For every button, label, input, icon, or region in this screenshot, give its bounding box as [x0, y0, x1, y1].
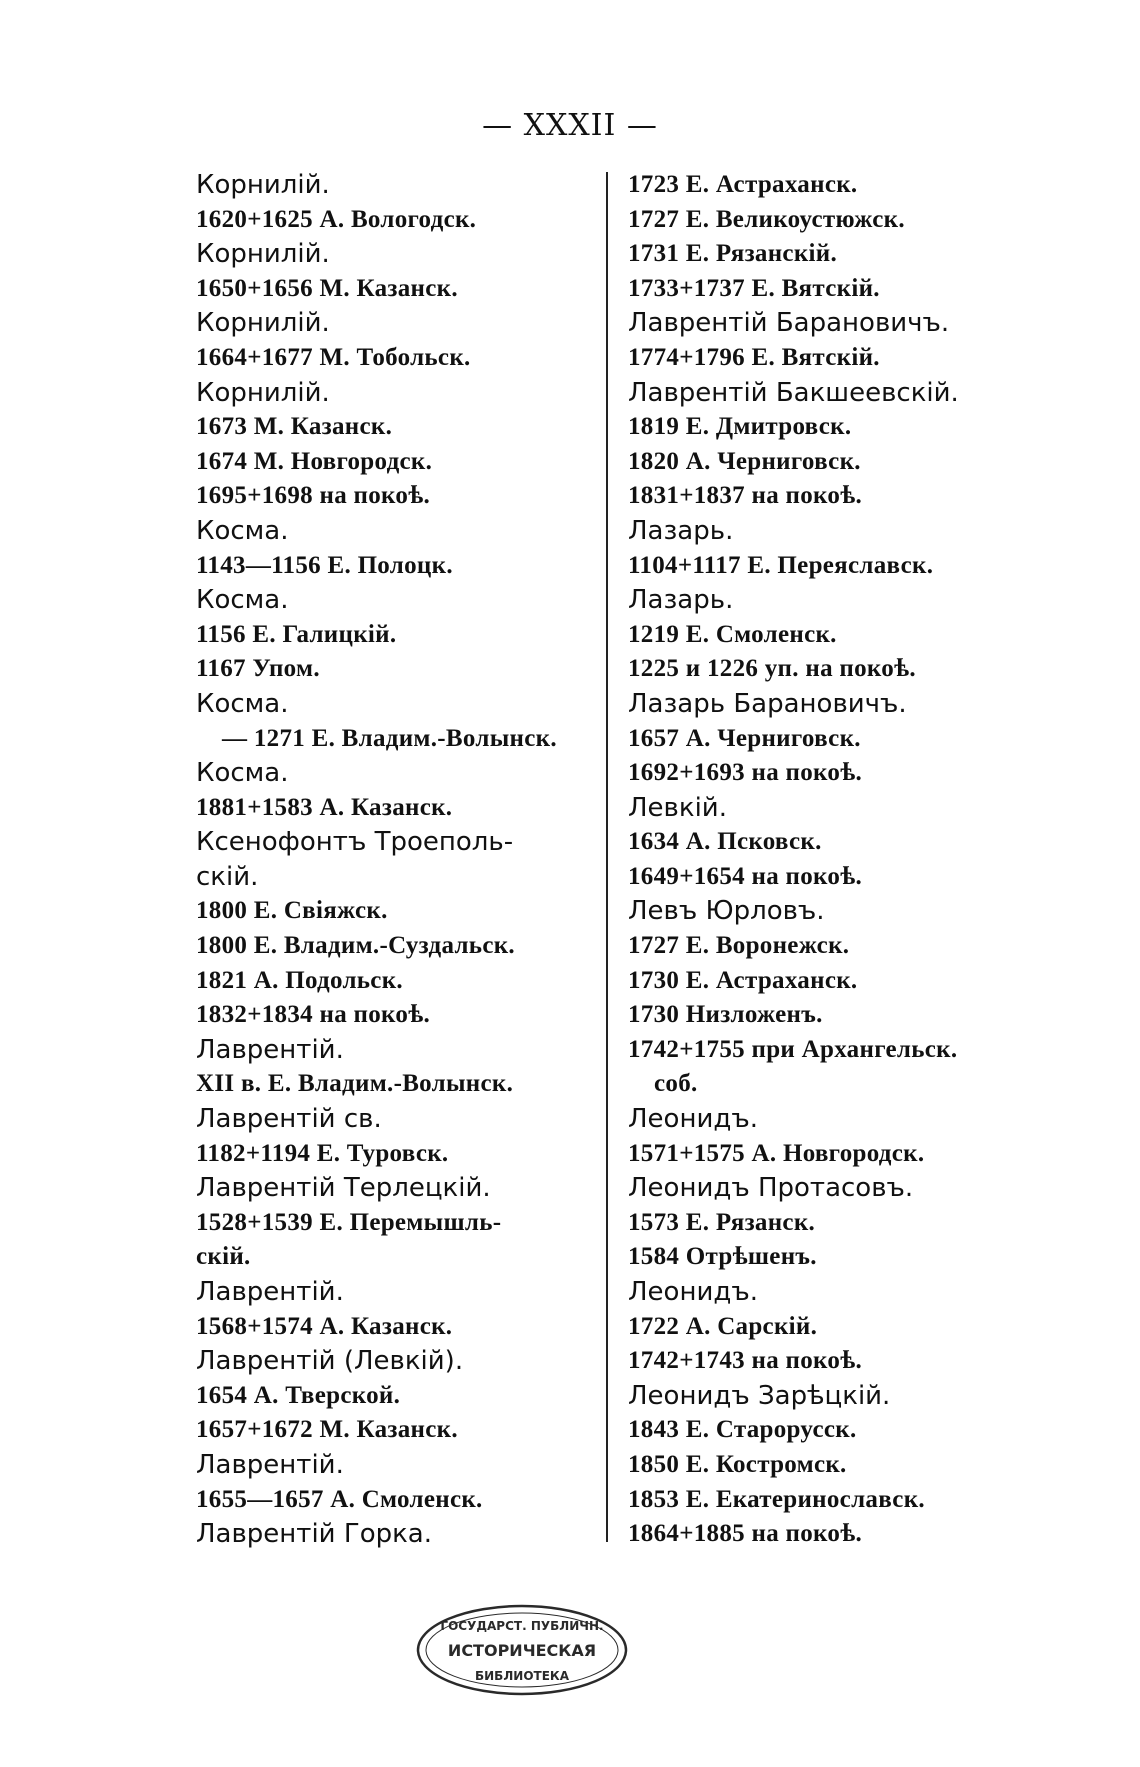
left-entry: XII в. Е. Владим.-Волынск.	[196, 1070, 514, 1098]
left-entry: 1167 Упом.	[196, 655, 320, 683]
right-entry: соб.	[654, 1070, 698, 1098]
right-heading: Леонидъ Зарѣцкій.	[628, 1380, 891, 1411]
left-entry: 1695+1698 на покоѣ.	[196, 482, 431, 510]
right-heading: Левъ Юрловъ.	[628, 896, 825, 927]
right-heading: Леонидъ.	[628, 1277, 758, 1307]
left-entry: 1654 А. Тверской.	[196, 1381, 401, 1409]
right-entry: 1104+1117 Е. Переяславск.	[628, 551, 934, 579]
left-entry: 1620+1625 А. Вологодск.	[196, 205, 477, 233]
left-heading: Косма.	[196, 758, 289, 789]
left-heading: Косма.	[196, 515, 289, 546]
left-entry: — 1271 Е. Владим.-Волынск.	[222, 724, 557, 752]
left-entry: 1674 М. Новгородск.	[196, 447, 433, 475]
left-heading: Лаврентій св.	[196, 1104, 382, 1135]
left-entry: 1156 Е. Галицкій.	[196, 620, 397, 648]
right-entry: 1730 Е. Астраханск.	[628, 966, 858, 994]
right-entry: 1831+1837 на покоѣ.	[628, 482, 863, 510]
right-entry: 1819 Е. Дмитровск.	[628, 413, 852, 441]
right-heading: Леонидъ.	[628, 1104, 758, 1135]
left-entry: 1143—1156 Е. Полоцк.	[196, 551, 453, 579]
right-entry: 1853 Е. Екатеринославск.	[628, 1485, 925, 1513]
left-entry: 1528+1539 Е. Перемышль-	[196, 1208, 502, 1236]
left-heading: Косма.	[196, 585, 289, 616]
left-heading: Корнилій.	[196, 170, 330, 200]
right-entry: 1722 А. Сарскій.	[628, 1312, 818, 1340]
left-entry: скій.	[196, 1243, 251, 1271]
left-heading: Корнилій.	[196, 239, 330, 270]
left-heading: Лаврентій.	[196, 1034, 344, 1065]
right-entry: 1657 А. Черниговск.	[628, 724, 861, 752]
right-entry: 1649+1654 на покоѣ.	[628, 862, 863, 890]
right-column	[628, 168, 1048, 1552]
right-heading: Лазарь.	[628, 515, 734, 546]
left-heading: скій.	[196, 861, 259, 892]
right-entry: 1573 Е. Рязанск.	[628, 1208, 816, 1236]
right-entry: 1843 Е. Старорусск.	[628, 1416, 857, 1444]
right-entry: 1742+1743 на покоѣ.	[628, 1347, 863, 1375]
stamp-bottom-text: БИБЛИОТЕКА	[474, 1669, 570, 1683]
left-heading: Косма.	[196, 688, 289, 719]
right-entry: 1225 и 1226 уп. на покоѣ.	[628, 655, 916, 683]
left-heading: Лаврентій (Левкій).	[196, 1346, 464, 1377]
right-heading: Лазарь.	[628, 585, 734, 616]
left-column	[196, 168, 616, 1552]
page-number: — XXXII —	[482, 108, 658, 143]
left-entry: 1657+1672 М. Казанск.	[196, 1416, 458, 1444]
left-heading: Ксенофонтъ Троеполь-	[196, 827, 514, 858]
right-entry: 1634 А. Псковск.	[628, 828, 822, 856]
right-entry: 1584 Отрѣшенъ.	[628, 1243, 817, 1271]
stamp-top-text: ГОСУДАРСТ. ПУБЛИЧН.	[440, 1619, 604, 1633]
right-heading: Лаврентій Барановичъ.	[628, 308, 950, 339]
left-heading: Лаврентій Горка.	[196, 1519, 433, 1550]
right-heading: Лазарь Барановичъ.	[628, 688, 907, 719]
library-stamp	[412, 1600, 632, 1700]
left-entry: 1832+1834 на покоѣ.	[196, 1001, 431, 1029]
left-entry: 1650+1656 М. Казанск.	[196, 274, 458, 302]
left-entry: 1673 М. Казанск.	[196, 413, 393, 441]
right-entry: 1692+1693 на покоѣ.	[628, 759, 863, 787]
column-divider	[606, 172, 608, 1542]
left-entry: 1664+1677 М. Тобольск.	[196, 343, 471, 371]
right-entry: 1219 Е. Смоленск.	[628, 620, 837, 648]
left-entry: 1881+1583 А. Казанск.	[196, 793, 453, 821]
right-entry: 1864+1885 на покоѣ.	[628, 1520, 863, 1548]
left-entry: 1182+1194 Е. Туровск.	[196, 1139, 449, 1167]
right-entry: 1723 Е. Астраханск.	[628, 171, 858, 198]
right-entry: 1774+1796 Е. Вятскій.	[628, 343, 880, 371]
right-entry: 1742+1755 при Архангельск.	[628, 1035, 958, 1063]
left-entry: 1568+1574 А. Казанск.	[196, 1312, 453, 1340]
right-entry: 1850 Е. Костромск.	[628, 1450, 847, 1478]
right-heading: Леонидъ Протасовъ.	[628, 1173, 914, 1204]
left-entry: 1800 Е. Свіяжск.	[196, 897, 388, 925]
right-entry: 1727 Е. Великоустюжск.	[628, 205, 905, 233]
left-entry: 1821 А. Подольск.	[196, 966, 403, 994]
right-entry: 1571+1575 А. Новгородск.	[628, 1139, 925, 1167]
left-heading: Корнилій.	[196, 308, 330, 339]
right-entry: 1727 Е. Воронежск.	[628, 932, 850, 960]
left-heading: Корнилій.	[196, 377, 330, 408]
left-entry: 1655—1657 А. Смоленск.	[196, 1485, 483, 1513]
left-heading: Лаврентій.	[196, 1277, 344, 1307]
stamp-middle-text: ИСТОРИЧЕСКАЯ	[447, 1641, 597, 1660]
right-entry: 1733+1737 Е. Вятскій.	[628, 274, 880, 302]
right-entry: 1731 Е. Рязанскій.	[628, 240, 838, 268]
left-entry: 1800 Е. Владим.-Суздальск.	[196, 932, 515, 960]
left-heading: Лаврентій.	[196, 1449, 344, 1480]
right-heading: Левкій.	[628, 792, 727, 823]
right-entry: 1820 А. Черниговск.	[628, 447, 861, 475]
right-entry: 1730 Низложенъ.	[628, 1001, 823, 1029]
left-heading: Лаврентій Терлецкій.	[196, 1173, 491, 1204]
right-heading: Лаврентій Бакшеевскій.	[628, 377, 959, 408]
